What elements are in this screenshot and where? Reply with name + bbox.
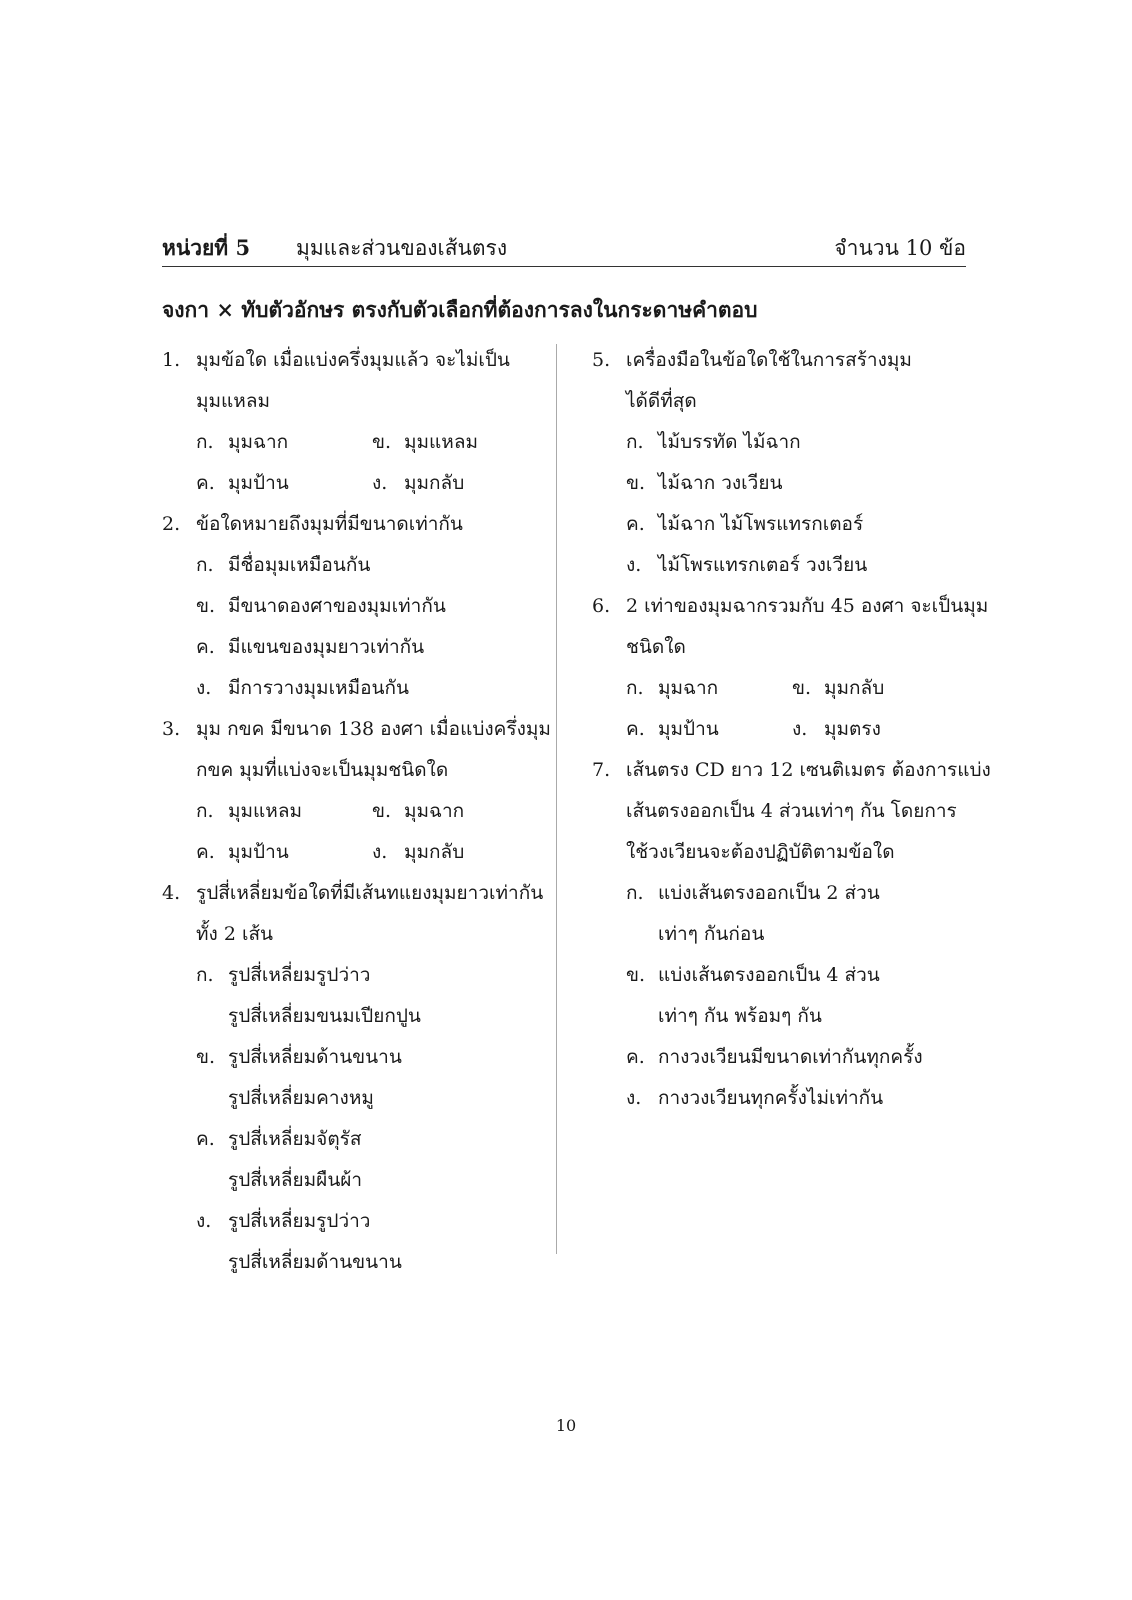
option-row xyxy=(162,627,542,668)
question-line xyxy=(592,586,989,627)
option-text: ไม้โพรแทรกเตอร์ วงเวียน xyxy=(658,554,868,576)
option-letter: ข. xyxy=(196,595,216,617)
option-row xyxy=(162,1119,542,1160)
question-number: 7. xyxy=(592,759,611,781)
option-text: แบ่งเส้นตรงออกเป็น 4 ส่วน xyxy=(658,964,880,986)
unit-label: หน่วยที่ 5 xyxy=(162,235,251,260)
question-line xyxy=(592,627,972,668)
option-letter: ข. xyxy=(792,677,812,699)
option-letter: ก. xyxy=(196,554,214,576)
question-line xyxy=(162,914,542,955)
question-line xyxy=(162,873,542,914)
option-letter: ง. xyxy=(372,841,388,863)
question-column-left xyxy=(162,340,551,1283)
option-letter: ก. xyxy=(196,431,214,453)
option-text: มีการวางมุมเหมือนกัน xyxy=(228,677,410,699)
question-text: มุมข้อใด เมื่อแบ่งครึ่งมุมแล้ว จะไม่เป็น xyxy=(196,349,510,371)
option-row xyxy=(592,463,972,504)
option-text: มีแขนของมุมยาวเท่ากัน xyxy=(228,636,425,658)
option-letter: ข. xyxy=(196,1046,216,1068)
option-text: ไม้ฉาก ไม้โพรแทรกเตอร์ xyxy=(658,513,864,535)
option-letter: ข. xyxy=(372,800,392,822)
option-letter: ค. xyxy=(196,472,215,494)
question-text: ได้ดีที่สุด xyxy=(626,390,697,412)
question-5 xyxy=(592,340,972,586)
option-text-continued: รูปสี่เหลี่ยมคางหมู xyxy=(228,1087,374,1109)
question-number: 2. xyxy=(162,513,181,535)
option-text: มุมกลับ xyxy=(404,472,465,494)
option-letter: ค. xyxy=(196,636,215,658)
question-count: จำนวน 10 ข้อ xyxy=(834,236,966,260)
page-header xyxy=(162,226,966,267)
question-line xyxy=(162,381,542,422)
question-2 xyxy=(162,504,542,709)
option-row xyxy=(162,545,542,586)
option-row xyxy=(162,832,542,873)
option-text: มีชื่อมุมเหมือนกัน xyxy=(228,554,371,576)
question-column-right xyxy=(592,340,991,1119)
option-letter: ข. xyxy=(372,431,392,453)
question-text: รูปสี่เหลี่ยมข้อใดที่มีเส้นทแยงมุมยาวเท่ากัน xyxy=(196,882,544,904)
option-row xyxy=(592,504,972,545)
option-row xyxy=(162,1037,542,1078)
option-letter: ง. xyxy=(792,718,808,740)
option-text: รูปสี่เหลี่ยมด้านขนาน xyxy=(228,1046,402,1068)
question-text: ทั้ง 2 เส้น xyxy=(196,923,274,945)
option-text: กางวงเวียนมีขนาดเท่ากันทุกครั้ง xyxy=(658,1046,923,1068)
option-text: มุมป้าน xyxy=(228,472,289,494)
option-text: กางวงเวียนทุกครั้งไม่เท่ากัน xyxy=(658,1087,884,1109)
option-row xyxy=(592,545,972,586)
option-row xyxy=(592,1037,972,1078)
option-row xyxy=(592,709,972,750)
option-text-continued: รูปสี่เหลี่ยมขนมเปียกปูน xyxy=(228,1005,421,1027)
option-text: มุมกลับ xyxy=(404,841,465,863)
option-letter: ก. xyxy=(196,800,214,822)
option-row xyxy=(162,463,542,504)
question-3 xyxy=(162,709,551,873)
option-text: มุมแหลม xyxy=(404,431,478,453)
column-divider xyxy=(556,344,557,1254)
option-row xyxy=(162,1201,542,1242)
option-letter: ค. xyxy=(626,1046,645,1068)
option-row xyxy=(162,586,542,627)
option-text: มุมตรง xyxy=(824,718,881,740)
option-text: ไม้บรรทัด ไม้ฉาก xyxy=(658,431,801,453)
question-text: มุมแหลม xyxy=(196,390,270,412)
question-4 xyxy=(162,873,542,1283)
question-number: 1. xyxy=(162,349,181,371)
question-line xyxy=(162,504,542,545)
option-row xyxy=(162,422,542,463)
question-line xyxy=(162,709,551,750)
option-letter: ง. xyxy=(372,472,388,494)
option-row-continued xyxy=(592,914,972,955)
option-row xyxy=(592,668,972,709)
question-7 xyxy=(592,750,991,1119)
option-letter: ก. xyxy=(626,677,644,699)
option-row-continued xyxy=(162,996,542,1037)
option-letter: ค. xyxy=(196,1128,215,1150)
question-number: 3. xyxy=(162,718,181,740)
question-text: กขค มุมที่แบ่งจะเป็นมุมชนิดใด xyxy=(196,759,449,781)
option-text: รูปสี่เหลี่ยมจัตุรัส xyxy=(228,1128,362,1150)
option-letter: ข. xyxy=(626,964,646,986)
option-text-continued: รูปสี่เหลี่ยมผืนผ้า xyxy=(228,1169,363,1191)
option-text: มุมป้าน xyxy=(658,718,719,740)
option-letter: ง. xyxy=(626,1087,642,1109)
option-text: รูปสี่เหลี่ยมรูปว่าว xyxy=(228,1210,371,1232)
question-line xyxy=(162,750,542,791)
question-text: เส้นตรงออกเป็น 4 ส่วนเท่าๆ กัน โดยการ xyxy=(626,800,957,822)
option-row xyxy=(592,873,972,914)
option-text: มุมแหลม xyxy=(228,800,302,822)
question-line xyxy=(592,340,972,381)
option-letter: ง. xyxy=(196,677,212,699)
instruction: จงกา × ทับตัวอักษร ตรงกับตัวเลือกที่ต้องการลงในกระดาษคำตอบ xyxy=(162,297,758,322)
option-row xyxy=(592,955,972,996)
page-number: 10 xyxy=(555,1416,577,1435)
option-row-continued xyxy=(162,1242,542,1283)
option-row xyxy=(162,668,542,709)
option-text-continued: รูปสี่เหลี่ยมด้านขนาน xyxy=(228,1251,402,1273)
option-letter: ค. xyxy=(626,718,645,740)
unit-title: มุมและส่วนของเส้นตรง xyxy=(296,236,508,260)
option-row xyxy=(162,955,542,996)
option-letter: ก. xyxy=(196,964,214,986)
option-letter: ก. xyxy=(626,431,644,453)
question-text: เส้นตรง CD ยาว 12 เซนติเมตร ต้องการแบ่ง xyxy=(626,759,991,781)
option-letter: ค. xyxy=(626,513,645,535)
question-text: 2 เท่าของมุมฉากรวมกับ 45 องศา จะเป็นมุม xyxy=(626,595,989,617)
option-row xyxy=(162,791,542,832)
option-row-continued xyxy=(592,996,972,1037)
question-line xyxy=(592,791,972,832)
option-text: แบ่งเส้นตรงออกเป็น 2 ส่วน xyxy=(658,882,880,904)
question-number: 6. xyxy=(592,595,611,617)
question-text: เครื่องมือในข้อใดใช้ในการสร้างมุม xyxy=(626,349,912,371)
option-row-continued xyxy=(162,1078,542,1119)
question-line xyxy=(592,750,991,791)
option-text: มุมฉาก xyxy=(228,431,289,453)
question-text: ข้อใดหมายถึงมุมที่มีขนาดเท่ากัน xyxy=(196,513,463,535)
option-text: มุมฉาก xyxy=(404,800,465,822)
question-text: ใช้วงเวียนจะต้องปฏิบัติตามข้อใด xyxy=(626,841,895,863)
option-letter: ก. xyxy=(626,882,644,904)
option-letter: ค. xyxy=(196,841,215,863)
option-letter: ข. xyxy=(626,472,646,494)
option-letter: ง. xyxy=(196,1210,212,1232)
option-text: มีขนาดองศาของมุมเท่ากัน xyxy=(228,595,446,617)
option-row xyxy=(592,422,972,463)
question-text: ชนิดใด xyxy=(626,636,686,658)
option-text: มุมป้าน xyxy=(228,841,289,863)
question-number: 4. xyxy=(162,882,181,904)
question-line xyxy=(592,381,972,422)
question-text: มุม กขค มีขนาด 138 องศา เมื่อแบ่งครึ่งมุม xyxy=(196,718,551,740)
option-text: มุมฉาก xyxy=(658,677,719,699)
question-line xyxy=(162,340,542,381)
question-number: 5. xyxy=(592,349,611,371)
option-letter: ง. xyxy=(626,554,642,576)
question-1 xyxy=(162,340,542,504)
option-text-continued: เท่าๆ กัน พร้อมๆ กัน xyxy=(658,1005,822,1027)
question-6 xyxy=(592,586,989,750)
option-row-continued xyxy=(162,1160,542,1201)
option-row xyxy=(592,1078,972,1119)
option-text-continued: เท่าๆ กันก่อน xyxy=(658,923,765,945)
option-text: รูปสี่เหลี่ยมรูปว่าว xyxy=(228,964,371,986)
question-line xyxy=(592,832,972,873)
option-text: ไม้ฉาก วงเวียน xyxy=(658,472,783,494)
option-text: มุมกลับ xyxy=(824,677,885,699)
